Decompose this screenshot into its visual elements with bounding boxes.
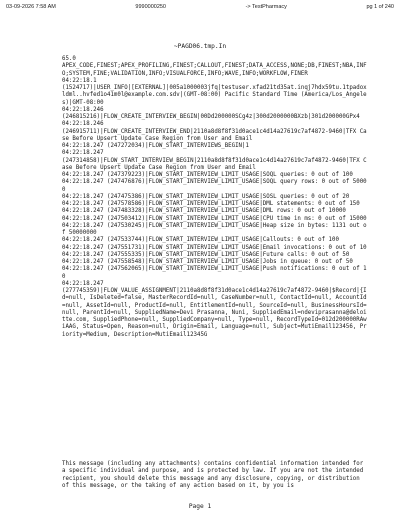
log-line: 04:22:18.247 (247476876)|FLOW_START_INTERVIEW_LIMIT_USAGE|SOQL query rows: 0 out of 50000 <box>62 179 367 193</box>
log-line: (1524717)|USER_INFO|[EXTERNAL]|005a1000003jfq|testuser.xfad21td35at.inqj7hdx59tu.1tpadoxldml..hvfed1o41m0l@example.com.sdv|(GMT-08:00) Pacific Standard Time (America/Los_Angeles)|GMT-08:00 <box>62 85 367 106</box>
log-line: 04:22:18.247 (247562065)|FLOW_START_INTERVIEW_LIMIT_USAGE|Push notifications: 0 out of 10 <box>62 266 367 280</box>
log-line: 04:22:18.247 <box>62 150 104 157</box>
log-line: 04:22:18.247 (247503412)|FLOW_START_INTERVIEW_LIMIT_USAGE|CPU time in ms: 0 out of 15000 <box>62 215 367 222</box>
log-line: 04:22:18.247 (247578586)|FLOW_START_INTERVIEW_LIMIT_USAGE|DML statements: 0 out of 150 <box>62 201 360 207</box>
fax-recipient: -> TestPharmacy <box>245 3 287 10</box>
log-line: 04:22:18.247 (247475386)|FLOW_START_INTERVIEW_LIMIT_USAGE|SOSL queries: 0 out of 20 <box>62 193 350 200</box>
log-line: (246815216)|FLOW_CREATE_INTERVIEW_BEGIN|00Dd200000SCg4z|300d2000000BXzb|301d200000GPx4 <box>62 114 360 120</box>
log-line: 04:22:18.247 (247483328)|FLOW_START_INTERVIEW_LIMIT_USAGE|DML rows: 0 out of 10000 <box>62 208 346 215</box>
log-line: 65.0 <box>62 56 76 62</box>
page-number: Page 1 <box>188 503 212 510</box>
log-line: 04:22:18.247 (247558548)|FLOW_START_INTERVIEW_LIMIT_USAGE|Jobs in queue: 0 out of 50 <box>62 259 353 265</box>
fax-timestamp: 03-09-2026 7:58 AM <box>6 3 56 10</box>
log-line: 04:22:18.246 <box>62 121 104 128</box>
log-line: 04:22:18.247 (247530245)|FLOW_START_INTERVIEW_LIMIT_USAGE|Heap size in bytes: 1131 out of 50000000 <box>62 222 367 236</box>
log-body <box>62 56 368 339</box>
log-line: APEX_CODE,FINEST;APEX_PROFILING,FINEST;CALLOUT,FINEST;DATA_ACCESS,NONE;DB,FINEST;NBA,INFO;SYSTEM,FINE;VALIDATION,INFO;VISUALFORCE,INFO;WAVE,INFO;WORKFLOW,FINER <box>62 63 367 77</box>
log-line: 04:22:18.246 <box>62 106 104 113</box>
log-line: 04:22:18.247 (247533744)|FLOW_START_INTERVIEW_LIMIT_USAGE|Callouts: 0 out of 100 <box>62 237 339 244</box>
confidentiality-disclaimer: This message (including any attachments) contains confidential information intended for a specific individual and purpose, and is protected by law. If you are not the intended recipient, you should delete this message and any disclosure, copying, or distribution of this message, or the taking of any action based on it, by you is <box>62 461 367 489</box>
log-line: (246915711)|FLOW_CREATE_INTERVIEW_END|2110a8d8f8f31d0ace1c4d14a27619c7af4872-9460|TFX Case Before Upsert Update Case Region from User and Email <box>62 128 367 142</box>
log-line: 04:22:18.247 (247551731)|FLOW_START_INTERVIEW_LIMIT_USAGE|Email invocations: 0 out of 10 <box>62 244 367 251</box>
log-line: (247314858)|FLOW_START_INTERVIEW_BEGIN|2110a8d8f8f31d0ace1c4d14a27619c7af4872-9460|TFX Case Before Upsert Update Case Region from User and Email <box>62 157 367 171</box>
log-line: 04:22:18.247 <box>62 280 104 287</box>
fax-doc-id: 9990000250 <box>135 3 166 10</box>
fax-page-count: pg 1 of 240 <box>366 3 394 10</box>
log-line: 04:22:18.1 <box>62 77 97 84</box>
document-title: ~PAGD06.tmp.In <box>173 43 227 50</box>
fax-header <box>6 2 394 11</box>
log-line: 04:22:18.247 (247272034)|FLOW_START_INTERVIEWS_BEGIN|1 <box>62 143 249 149</box>
log-line: (277745359)|FLOW_VALUE_ASSIGNMENT|2110a8d8f8f31d0ace1c4d14a27619c7af4872-9460|$Record|{Id=null, IsDeleted=false, MasterRecordId=null, CaseNumber=null, ContactId=null, AccountId=null, AssetId=null, ProductId=null, EntitlementId=null, SourceId=null, BusinessHoursId=null, ParentId=null, SuppliedName=Devi Prasanna, Nuni, SuppliedEmail=ndeviprasanna@deloitte.com, SuppliedPhone=null, SuppliedCompany=null, Type=null, RecordTypeId=012d200000RAwiAAG, Status=Open, Reason=null, Origin=Email, Language=null, Subject=MutiEmail123456, Priority=Medium, Description=MutiEmail12345G <box>62 288 367 338</box>
log-line: 04:22:18.247 (247379223)|FLOW_START_INTERVIEW_LIMIT_USAGE|SOQL queries: 0 out of 100 <box>62 172 353 178</box>
log-line: 04:22:18.247 (247555335)|FLOW_START_INTERVIEW_LIMIT_USAGE|Future calls: 0 out of 50 <box>62 251 350 258</box>
